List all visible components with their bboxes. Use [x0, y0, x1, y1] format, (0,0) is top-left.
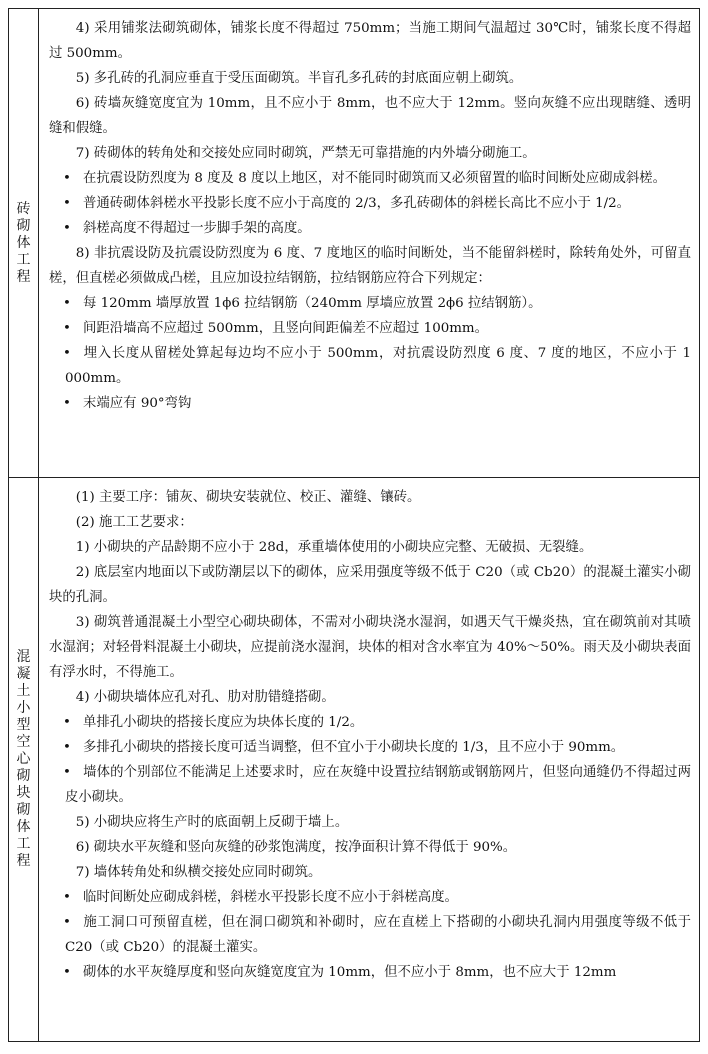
bullet-dot-icon: • [63, 965, 71, 980]
paragraph [49, 241, 691, 291]
paragraph-text: 7) 墙体转角处和纵横交接处应同时砌筑。 [75, 865, 322, 880]
bullet-item [49, 885, 691, 910]
paragraph-text: 3) 砌筑普通混凝土小型空心砌块砌体，不需对小砌块浇水湿润，如遇天气干燥炎热，宜在砌筑前对其喷水湿润；对轻骨料混凝土小砌块，应提前浇水湿润，块体的相对含水率宜为 40%～50%。雨天及小砌块表面有浮水时，不得施工。 [49, 615, 691, 680]
bullet-item [49, 291, 691, 316]
table-row [9, 478, 700, 1042]
construction-spec-table [8, 8, 700, 1042]
paragraph-text: 间距沿墙高不应超过 500mm，且竖向间距偏差不应超过 100mm。 [83, 321, 489, 336]
paragraph [49, 560, 691, 610]
bullet-dot-icon: • [63, 915, 71, 930]
bullet-dot-icon: • [63, 890, 71, 905]
bullet-item [49, 760, 691, 810]
paragraph-text: 7) 砖砌体的转角处和交接处应同时砌筑，严禁无可靠措施的内外墙分砌施工。 [75, 146, 536, 161]
paragraph-text: 多排孔小砌块的搭接长度可适当调整，但不宜小于小砌块长度的 1/3，且不应小于 90mm。 [83, 740, 625, 755]
bullet-dot-icon: • [63, 171, 71, 186]
bullet-dot-icon: • [63, 765, 71, 780]
bullet-item [49, 391, 691, 416]
paragraph-text: 末端应有 90°弯钩 [83, 396, 192, 411]
paragraph [49, 535, 691, 560]
section-label: 砖砌体工程 [16, 200, 31, 285]
bullet-item [49, 216, 691, 241]
paragraph [49, 510, 691, 535]
paragraph-text: 单排孔小砌块的搭接长度应为块体长度的 1/2。 [83, 715, 364, 730]
paragraph-text: 墙体的个别部位不能满足上述要求时，应在灰缝中设置拉结钢筋或钢筋网片，但竖向通缝仍不得超过两皮小砌块。 [65, 765, 691, 805]
paragraph [49, 610, 691, 685]
row-content-cell [39, 9, 700, 478]
row-label-cell [9, 9, 39, 478]
paragraph-text: 5) 小砌块应将生产时的底面朝上反砌于墙上。 [75, 815, 349, 830]
paragraph [49, 835, 691, 860]
bullet-item [49, 316, 691, 341]
paragraph [49, 66, 691, 91]
bullet-dot-icon: • [63, 296, 71, 311]
paragraph-text: (2) 施工工艺要求： [75, 515, 193, 530]
paragraph-text: 4) 小砌块墙体应孔对孔、肋对肋错缝搭砌。 [75, 690, 335, 705]
paragraph [49, 485, 691, 510]
paragraph-text: 在抗震设防烈度为 8 度及 8 度以上地区，对不能同时砌筑而又必须留置的临时间断处应砌成斜槎。 [83, 171, 667, 186]
paragraph [49, 860, 691, 885]
bullet-item [49, 735, 691, 760]
paragraph [49, 685, 691, 710]
paragraph [49, 91, 691, 141]
paragraph-text: 普通砖砌体斜槎水平投影长度不应小于高度的 2/3，多孔砖砌体的斜槎长高比不应小于 1/2。 [83, 196, 631, 211]
bullet-dot-icon: • [63, 196, 71, 211]
bullet-dot-icon: • [63, 321, 71, 336]
paragraph-text: 6) 砌块水平灰缝和竖向灰缝的砂浆饱满度，按净面积计算不得低于 90%。 [75, 840, 517, 855]
paragraph-text: 1) 小砌块的产品龄期不应小于 28d，承重墙体使用的小砌块应完整、无破损、无裂缝。 [75, 540, 593, 555]
paragraph-text: 每 120mm 墙厚放置 1ϕ6 拉结钢筋（240mm 厚墙应放置 2ϕ6 拉结钢筋）。 [83, 296, 542, 311]
bullet-dot-icon: • [63, 740, 71, 755]
section-content [49, 16, 691, 416]
bullet-item [49, 910, 691, 960]
paragraph [49, 810, 691, 835]
paragraph-text: 斜槎高度不得超过一步脚手架的高度。 [83, 221, 311, 236]
bullet-item [49, 166, 691, 191]
paragraph-text: 临时间断处应砌成斜槎，斜槎水平投影长度不应小于斜槎高度。 [83, 890, 458, 905]
bullet-item [49, 341, 691, 391]
row-label-cell [9, 478, 39, 1042]
bullet-item [49, 710, 691, 735]
paragraph-text: 4) 采用铺浆法砌筑砌体，铺浆长度不得超过 750mm；当施工期间气温超过 30℃时，铺浆长度不得超过 500mm。 [49, 21, 691, 61]
bullet-dot-icon: • [63, 715, 71, 730]
table-row [9, 9, 700, 478]
bullet-item [49, 960, 691, 985]
bullet-item [49, 191, 691, 216]
paragraph-text: 施工洞口可预留直槎，但在洞口砌筑和补砌时，应在直槎上下搭砌的小砌块孔洞内用强度等级不低于 C20（或 Cb20）的混凝土灌实。 [65, 915, 691, 955]
paragraph-text: 砌体的水平灰缝厚度和竖向灰缝宽度宜为 10mm，但不应小于 8mm，也不应大于 12mm [83, 965, 617, 980]
paragraph-text: 5) 多孔砖的孔洞应垂直于受压面砌筑。半盲孔多孔砖的封底面应朝上砌筑。 [75, 71, 523, 86]
bullet-dot-icon: • [63, 346, 71, 361]
paragraph-text: 8) 非抗震设防及抗震设防烈度为 6 度、7 度地区的临时间断处，当不能留斜槎时，除转角处外，可留直槎，但直槎必须做成凸槎，且应加设拉结钢筋，拉结钢筋应符合下列规定： [49, 246, 691, 286]
paragraph [49, 16, 691, 66]
paragraph-text: 6) 砖墙灰缝宽度宜为 10mm，且不应小于 8mm，也不应大于 12mm。竖向灰缝不应出现瞎缝、透明缝和假缝。 [49, 96, 691, 136]
paragraph-text: (1) 主要工序：铺灰、砌块安装就位、校正、灌缝、镶砖。 [75, 490, 421, 505]
section-label: 混凝土小型空心砌块砌体工程 [16, 649, 31, 869]
bullet-dot-icon: • [63, 396, 71, 411]
row-content-cell [39, 478, 700, 1042]
paragraph-text: 2) 底层室内地面以下或防潮层以下的砌体，应采用强度等级不低于 C20（或 Cb20）的混凝土灌实小砌块的孔洞。 [49, 565, 691, 605]
paragraph [49, 141, 691, 166]
section-content [49, 485, 691, 985]
bullet-dot-icon: • [63, 221, 71, 236]
paragraph-text: 埋入长度从留槎处算起每边均不应小于 500mm，对抗震设防烈度 6 度、7 度的地区，不应小于 1 000mm。 [65, 346, 691, 386]
